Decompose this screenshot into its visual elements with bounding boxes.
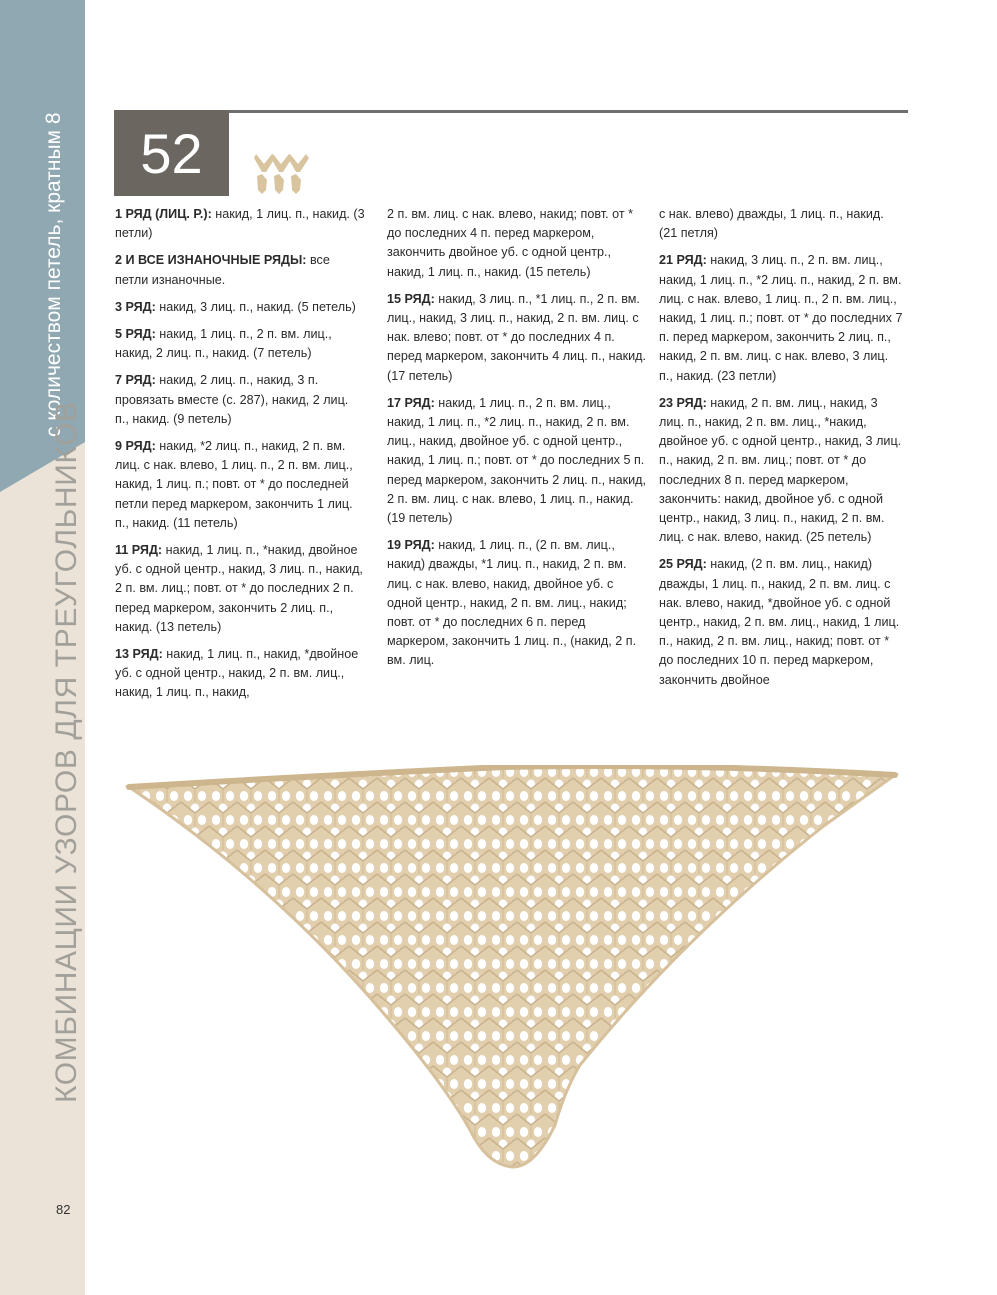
row-label: 21 РЯД:	[659, 253, 707, 268]
header-rule	[229, 110, 908, 113]
row-text: накид, 1 лиц. п., (2 п. вм. лиц., накид) дважды, *1 лиц. п., накид, 2 п. вм. лиц. с нак. влево, накид, двойное уб. с одной центр., накид, 2 п. вм. лиц., накид; повт. от * до последних 6 п. перед маркером, закончить 1 лиц. п., (накид, 2 п. вм. лиц.	[387, 538, 637, 668]
row-label: 19 РЯД:	[387, 538, 435, 553]
row-label: 3 РЯД:	[115, 299, 156, 314]
row-instruction	[115, 371, 365, 429]
row-instruction	[659, 251, 904, 385]
row-continuation: 2 п. вм. лиц. с нак. влево, накид; повт. от * до последних 4 п. перед маркером, закончить двойное уб. с одной центр., накид, 1 лиц. п., накид. (15 петель)	[387, 207, 634, 279]
row-continuation: с нак. влево) дважды, 1 лиц. п., накид. (21 петля)	[659, 207, 884, 241]
page-number: 82	[56, 1202, 71, 1217]
row-label: 2 И ВСЕ ИЗНАНОЧНЫЕ РЯДЫ:	[115, 253, 307, 268]
row-instruction	[659, 555, 904, 689]
row-label: 7 РЯД:	[115, 373, 156, 388]
row-label: 23 РЯД:	[659, 395, 707, 410]
row-text: накид, (2 п. вм. лиц., накид) дважды, 1 лиц. п., накид, 2 п. вм. лиц. с нак. влево, накид, *двойное уб. с одной центр., накид, 2 п. вм. лиц., накид, 1 лиц. п., накид, 2 п. вм. лиц., накид; повт. от * до последних 10 п. перед маркером, закончить двойное	[659, 557, 900, 687]
row-label: 5 РЯД:	[115, 327, 156, 342]
row-text: накид, 1 лиц. п., *накид, двойное уб. с одной центр., накид, 3 лиц. п., накид, 2 п. вм. лиц.; повт. от * до последних 2 п. перед маркером, закончить 2 лиц. п., накид. (13 петель)	[115, 543, 363, 634]
row-text: все петли изнаночные.	[115, 253, 330, 287]
instructions-column-2	[387, 205, 649, 679]
sidebar-subtitle: с количеством петель, кратным 8	[42, 112, 65, 437]
row-label: 1 РЯД (ЛИЦ. Р.):	[115, 207, 212, 221]
row-text: накид, *2 лиц. п., накид, 2 п. вм. лиц. с нак. влево, 1 лиц. п., 2 п. вм. лиц., накид, 1 лиц. п.; повт. от * до последней петли перед маркером, закончить 1 лиц. п., накид. (11 петель)	[115, 439, 353, 530]
row-instruction	[387, 290, 649, 386]
row-text: накид, 1 лиц. п., накид. (3 петли)	[115, 207, 365, 241]
row-instruction	[115, 251, 365, 289]
row-label: 25 РЯД:	[659, 557, 707, 572]
row-label: 11 РЯД:	[115, 543, 163, 558]
row-text: накид, 2 лиц. п., накид, 3 п. провязать вместе (с. 287), накид, 2 лиц. п., накид. (9 петель)	[115, 373, 349, 426]
row-instruction	[387, 394, 649, 528]
row-label: 17 РЯД:	[387, 395, 435, 410]
row-text: накид, 1 лиц. п., накид, *двойное уб. с одной центр., накид, 2 п. вм. лиц., накид, 1 лиц. п., накид,	[115, 647, 359, 700]
row-instruction	[115, 645, 365, 703]
knit-lace-symbol-icon	[254, 152, 310, 196]
row-instruction	[115, 205, 365, 243]
row-text: накид, 3 лиц. п., 2 п. вм. лиц., накид, 1 лиц. п., *2 лиц. п., накид, 2 п. вм. лиц. с нак. влево, 1 лиц. п., 2 п. вм. лиц., накид, 1 лиц. п.; повт. от * до последних 7 п. перед маркером, закончить 2 лиц. п., накид, 2 п. вм. лиц. с нак. влево, 3 лиц. п., накид. (23 петли)	[659, 253, 903, 383]
row-text: накид, 1 лиц. п., 2 п. вм. лиц., накид, 2 лиц. п., накид. (7 петель)	[115, 327, 332, 361]
row-instruction	[115, 541, 365, 637]
instructions-column-1	[115, 205, 365, 711]
sidebar	[0, 0, 85, 1295]
row-instruction	[659, 394, 904, 548]
row-label: 13 РЯД:	[115, 647, 163, 662]
sidebar-section-title: КОМБИНАЦИИ УЗОРОВ ДЛЯ ТРЕУГОЛЬНИКОВ	[50, 401, 83, 1103]
pattern-number: 52	[114, 110, 229, 196]
row-instruction	[115, 298, 365, 317]
row-text: накид, 1 лиц. п., 2 п. вм. лиц., накид, 1 лиц. п., *2 лиц. п., накид, 2 п. вм. лиц., накид, двойное уб. с одной центр., накид, 1 лиц. п.; повт. от * до последних 5 п. перед маркером, закончить 2 лиц. п., накид, 2 п. вм. лиц. с нак. влево, 1 лиц. п., накид. (19 петель)	[387, 395, 646, 526]
instructions-column-3	[659, 205, 904, 698]
row-label: 15 РЯД:	[387, 291, 435, 306]
row-label: 9 РЯД:	[115, 439, 156, 454]
row-text: накид, 3 лиц. п., накид. (5 петель)	[155, 299, 356, 314]
knitted-shawl-sample	[125, 765, 900, 1170]
row-text: накид, 3 лиц. п., *1 лиц. п., 2 п. вм. лиц., накид, 3 лиц. п., накид, 2 п. вм. лиц. с нак. влево; повт. от * до последних 4 п. перед маркером, закончить 4 лиц. п., накид. (17 петель)	[387, 291, 646, 383]
row-instruction	[387, 536, 649, 670]
row-instruction	[115, 437, 365, 533]
row-text: накид, 2 п. вм. лиц., накид, 3 лиц. п., накид, 2 п. вм. лиц., *накид, двойное уб. с одной центр., накид, 3 лиц. п., накид, 2 п. вм. лиц.; повт. от * до последних 8 п. перед маркером, закончить: накид, двойное уб. с одной центр., накид, 3 лиц. п., накид, 2 п. вм. лиц. с нак. влево, накид. (25 петель)	[659, 395, 902, 545]
row-instruction	[115, 325, 365, 363]
